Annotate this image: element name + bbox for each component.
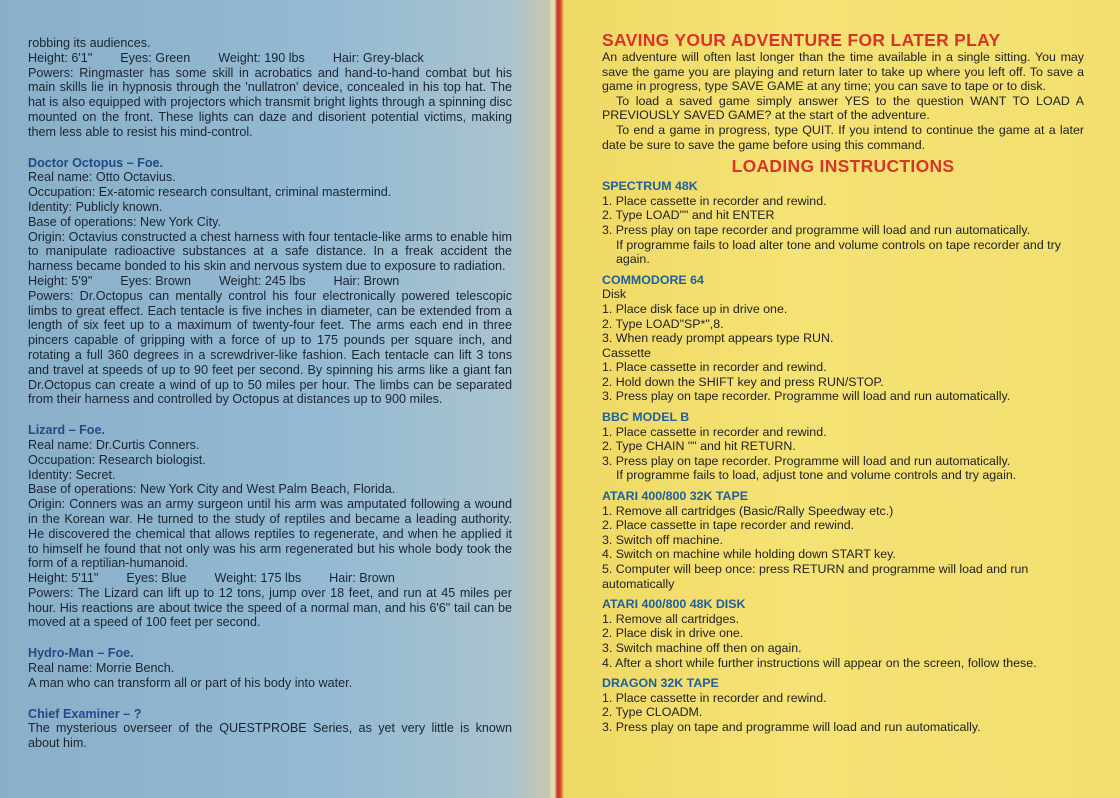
ringmaster-stats: Height: 6'1" Eyes: Green Weight: 190 lbs Hair: Grey-black — [28, 50, 424, 65]
step-line: 3. Switch machine off then on again. — [602, 640, 802, 655]
loading-heading: LOADING INSTRUCTIONS — [731, 156, 955, 177]
character-line: Real name: Dr.Curtis Conners. — [28, 437, 200, 452]
step-line: 3. Press play on tape recorder. Programme will load and run automatically. — [602, 389, 1011, 404]
character-line: A man who can transform all or part of his body into water. — [28, 675, 353, 690]
character-line: Powers: Dr.Octopus can mentally control his four electronically powered telescopic limbs to great effect. Each tentacle is five inches in diameter, can be extended from a length of six feet up to a maximum of twenty-four feet. The arms each end in three pincers capable of gripping with a force of up to 175 pounds per square inch, and rotating a full 360 degrees in a screwdriver-like fashion. Each tentacle can lift 3 tons and travel at speeds of up to 90 feet per second. By spinning his arms like a giant fan Dr.Octopus can create a wind of up to 50 miles per hour. The limbs can be separated from their harness and controlled by Octopus at distances up to 900 miles. — [28, 288, 512, 407]
character-line: Powers: The Lizard can lift up to 12 tons, jump over 18 feet, and run at 45 miles per hour. His reactions are about twice the speed of a normal man, and his 6'6" tail can be moved at a speed of 100 feet per second. — [28, 585, 512, 630]
saving-para: To load a saved game simply answer YES to the question WANT TO LOAD A PREVIOUSLY SAVED GAME? at the start of the adventure. — [602, 93, 1084, 123]
instructions-column — [602, 30, 1084, 735]
system-heading-commodore: COMMODORE 64 — [602, 272, 704, 287]
saving-para: To end a game in progress, type QUIT. If you intend to continue the game at a later date be sure to save the game before using this command. — [602, 122, 1084, 152]
character-line: Real name: Morrie Bench. — [28, 661, 175, 676]
character-line: Base of operations: New York City and West Palm Beach, Florida. — [28, 482, 396, 497]
step-line: Cassette — [602, 345, 651, 360]
step-line: 1. Place cassette in recorder and rewind. — [602, 424, 827, 439]
step-line: 3. Switch off machine. — [602, 532, 723, 547]
step-line: 3. Press play on tape recorder and programme will load and run automatically. — [602, 222, 1031, 237]
system-heading-atari-disk: ATARI 400/800 48K DISK — [602, 597, 746, 612]
step-line: 1. Place cassette in recorder and rewind. — [602, 360, 827, 375]
character-stats: Height: 5'9" Eyes: Brown Weight: 245 lbs Hair: Brown — [28, 273, 400, 288]
character-line: Origin: Conners was an army surgeon until his arm was amputated following a wound in the Korean war. He turned to the study of reptiles and became a leading authority. He discovered the chemical that allows reptiles to regenerate, and when he applied it to himself he found that not only was his arm regenerated but his whole body took the form of a reptilian-humanoid. — [28, 497, 512, 571]
system-heading-dragon: DRAGON 32K TAPE — [602, 676, 719, 691]
step-note: If programme fails to load, adjust tone and volume controls and try again. — [616, 468, 1017, 483]
character-line: The mysterious overseer of the QUESTPROBE Series, as yet very little is known about him. — [28, 721, 512, 751]
character-line: Real name: Otto Octavius. — [28, 170, 176, 185]
system-heading-atari-tape: ATARI 400/800 32K TAPE — [602, 489, 748, 504]
step-note: If programme fails to load alter tone and volume controls on tape recorder and try again. — [616, 237, 1061, 267]
step-line: 5. Computer will beep once: press RETURN and programme will load and run automatically — [602, 562, 1029, 591]
step-line: 3. Press play on tape and programme will load and run automatically. — [602, 719, 981, 734]
saving-heading: SAVING YOUR ADVENTURE FOR LATER PLAY — [602, 30, 1001, 50]
step-line: 2. Hold down the SHIFT key and press RUN/STOP. — [602, 374, 884, 389]
page-gutter — [550, 0, 564, 798]
system-heading-bbc: BBC MODEL B — [602, 410, 690, 425]
step-line: Disk — [602, 287, 627, 302]
character-line: Identity: Secret. — [28, 467, 116, 482]
step-line: 1. Place disk face up in drive one. — [602, 301, 788, 316]
left-page — [0, 0, 550, 798]
ringmaster-tail-line: robbing its audiences. — [28, 36, 151, 50]
step-line: 1. Place cassette in recorder and rewind. — [602, 690, 827, 705]
character-line: Origin: Octavius constructed a chest harness with four tentacle-like arms to enable him to manipulate radioactive substances at a safe distance. In a freak accident the harness became bonded to his skin and nervous system due to exposure to radiation. — [28, 229, 512, 274]
character-head-hydro-man: Hydro-Man – Foe. — [28, 646, 134, 661]
step-line: 4. After a short while further instructions will appear on the screen, follow these. — [602, 655, 1037, 670]
step-line: 3. When ready prompt appears type RUN. — [602, 331, 834, 346]
system-heading-spectrum: SPECTRUM 48K — [602, 179, 698, 194]
character-line: Base of operations: New York City. — [28, 214, 221, 229]
step-line: 1. Remove all cartridges (Basic/Rally Speedway etc.) — [602, 503, 894, 518]
character-stats: Height: 5'11" Eyes: Blue Weight: 175 lbs Hair: Brown — [28, 571, 395, 586]
step-line: 1. Remove all cartridges. — [602, 611, 740, 626]
ringmaster-powers: Powers: Ringmaster has some skill in acrobatics and hand-to-hand combat but his main skills lie in hypnosis through the 'nullatron' device, concealed in his top hat. The hat is also equipped with projectors which transmit bright lights through a spinning disc mounted on the front. These lights can daze and disorient potential victims, making them less able to resist his mind-control. — [28, 65, 512, 139]
step-line: 2. Type CHAIN "" and hit RETURN. — [602, 439, 796, 454]
character-line: Occupation: Ex-atomic research consultant, criminal mastermind. — [28, 185, 392, 200]
step-line: 1. Place cassette in recorder and rewind. — [602, 193, 827, 208]
character-line: Identity: Publicly known. — [28, 199, 163, 214]
character-head-chief-examiner: Chief Examiner – ? — [28, 706, 142, 721]
character-head-doctor-octopus: Doctor Octopus – Foe. — [28, 155, 164, 170]
step-line: 2. Type LOAD"SP*",8. — [602, 316, 724, 331]
saving-para: An adventure will often last longer than the time available in a single sitting. You may save the game you are playing and return later to take up where you left off. To save a game in progress, type SAVE GAME at any time; you can save to tape or to disk. — [602, 50, 1084, 94]
step-line: 2. Type LOAD"" and hit ENTER — [602, 208, 775, 223]
character-line: Occupation: Research biologist. — [28, 452, 206, 467]
step-line: 4. Switch on machine while holding down START key. — [602, 547, 896, 562]
character-head-lizard: Lizard – Foe. — [28, 423, 105, 438]
step-line: 2. Type CLOADM. — [602, 705, 703, 720]
step-line: 3. Press play on tape recorder. Programme will load and run automatically. — [602, 453, 1011, 468]
step-line: 2. Place disk in drive one. — [602, 626, 744, 641]
right-page — [564, 0, 1120, 798]
character-profiles — [28, 36, 512, 751]
step-line: 2. Place cassette in tape recorder and rewind. — [602, 518, 855, 533]
